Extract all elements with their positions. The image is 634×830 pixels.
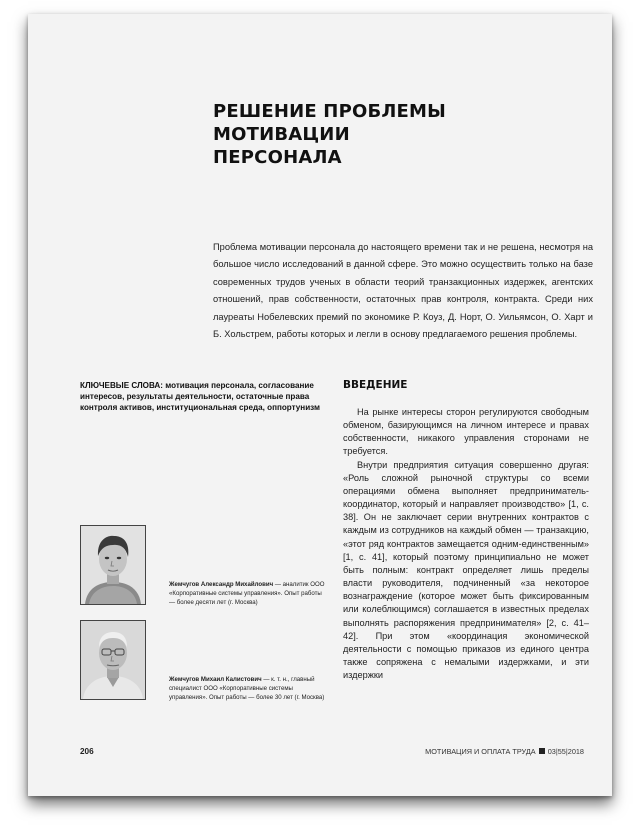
keywords-text: мотивация персонала, согласование интересов, результаты деятельности, остаточные права контроля активов, институциональная среда, оппортунизм <box>80 381 320 413</box>
body-paragraph-2: Внутри предприятия ситуация совершенно другая: «Роль сложной рыночной структуры со всеми операциями обмена выполняет предприниматель-координатор, который и направляет производство» [1, с. 38]. Он не заключает серии внутренних контрактов с каждым из сотрудников на каждый обмен — транзакцию, «этот ряд контрактов замещается одним-единственным» [1, с. 41], который поэтому принципиально не может быть полным: контракт определяет лишь пределы власти руководителя, подчиненный «за некоторое вознаграждение (которое может быть фиксированным или колеблющимся) соглашается в известных пределах выполнять распоряжения предпринимателя» [2, с. 41–42]. При этом «координация экономической деятельности с помощью приказов из единого центра также сопряжена с немалыми издержками, и эти издержки <box>343 459 589 681</box>
portrait-older-man <box>81 621 145 699</box>
section-heading: ВВЕДЕНИЕ <box>343 379 408 391</box>
author-name-2: Жемчугов Михаил Калистович <box>169 676 262 683</box>
journal-name: МОТИВАЦИЯ И ОПЛАТА ТРУДА <box>425 747 536 756</box>
square-bullet-icon <box>539 748 545 754</box>
running-footer <box>425 747 584 756</box>
author-name-1: Жемчугов Александр Михайлович <box>169 581 274 588</box>
body-column <box>343 406 589 682</box>
article-title <box>213 100 573 169</box>
journal-page <box>28 14 612 796</box>
page-number: 206 <box>80 747 94 756</box>
article-title-line-2: ПЕРСОНАЛА <box>213 147 342 168</box>
article-title-line-1: РЕШЕНИЕ ПРОБЛЕМЫ МОТИВАЦИИ <box>213 101 446 145</box>
lead-paragraph: Проблема мотивации персонала до настоящего времени так и не решена, несмотря на большое число исследований в данной сфере. Это можно осуществить только на базе современных трудов ученых в области теорий транзакционных издержек, агентских отношений, прав собственности, остаточных прав контроля, контракта. Среди них лауреаты Нобелевских премий по экономике Р. Коуз, Д. Норт, О. Уильямсон, О. Харт и Б. Хольстрем, работы которых и легли в основу предлагаемого решения проблемы. <box>213 242 593 340</box>
author-info-2 <box>169 675 329 702</box>
author-photo-1 <box>80 525 146 605</box>
keywords-label: КЛЮЧЕВЫЕ СЛОВА: <box>80 381 163 390</box>
body-paragraph-1: На рынке интересы сторон регулируются свободным обменом, базирующимся на личном интересе и правах собственности, никакого управления сторонами не требуется. <box>343 407 589 457</box>
author-bio-1: — аналитик ООО «Корпоративные системы управления». Опыт работы — более десяти лет (г. Москва) <box>169 581 325 607</box>
portrait-young-man <box>81 526 145 604</box>
author-bio-2: — к. т. н., главный специалист ООО «Корпоративные системы управления». Опыт работы — более 30 лет (г. Москва) <box>169 676 325 702</box>
article-lead <box>213 239 593 343</box>
keywords-block <box>80 380 330 414</box>
issue-number: 03|55|2018 <box>547 747 584 756</box>
author-info-1 <box>169 580 329 607</box>
author-photo-2 <box>80 620 146 700</box>
